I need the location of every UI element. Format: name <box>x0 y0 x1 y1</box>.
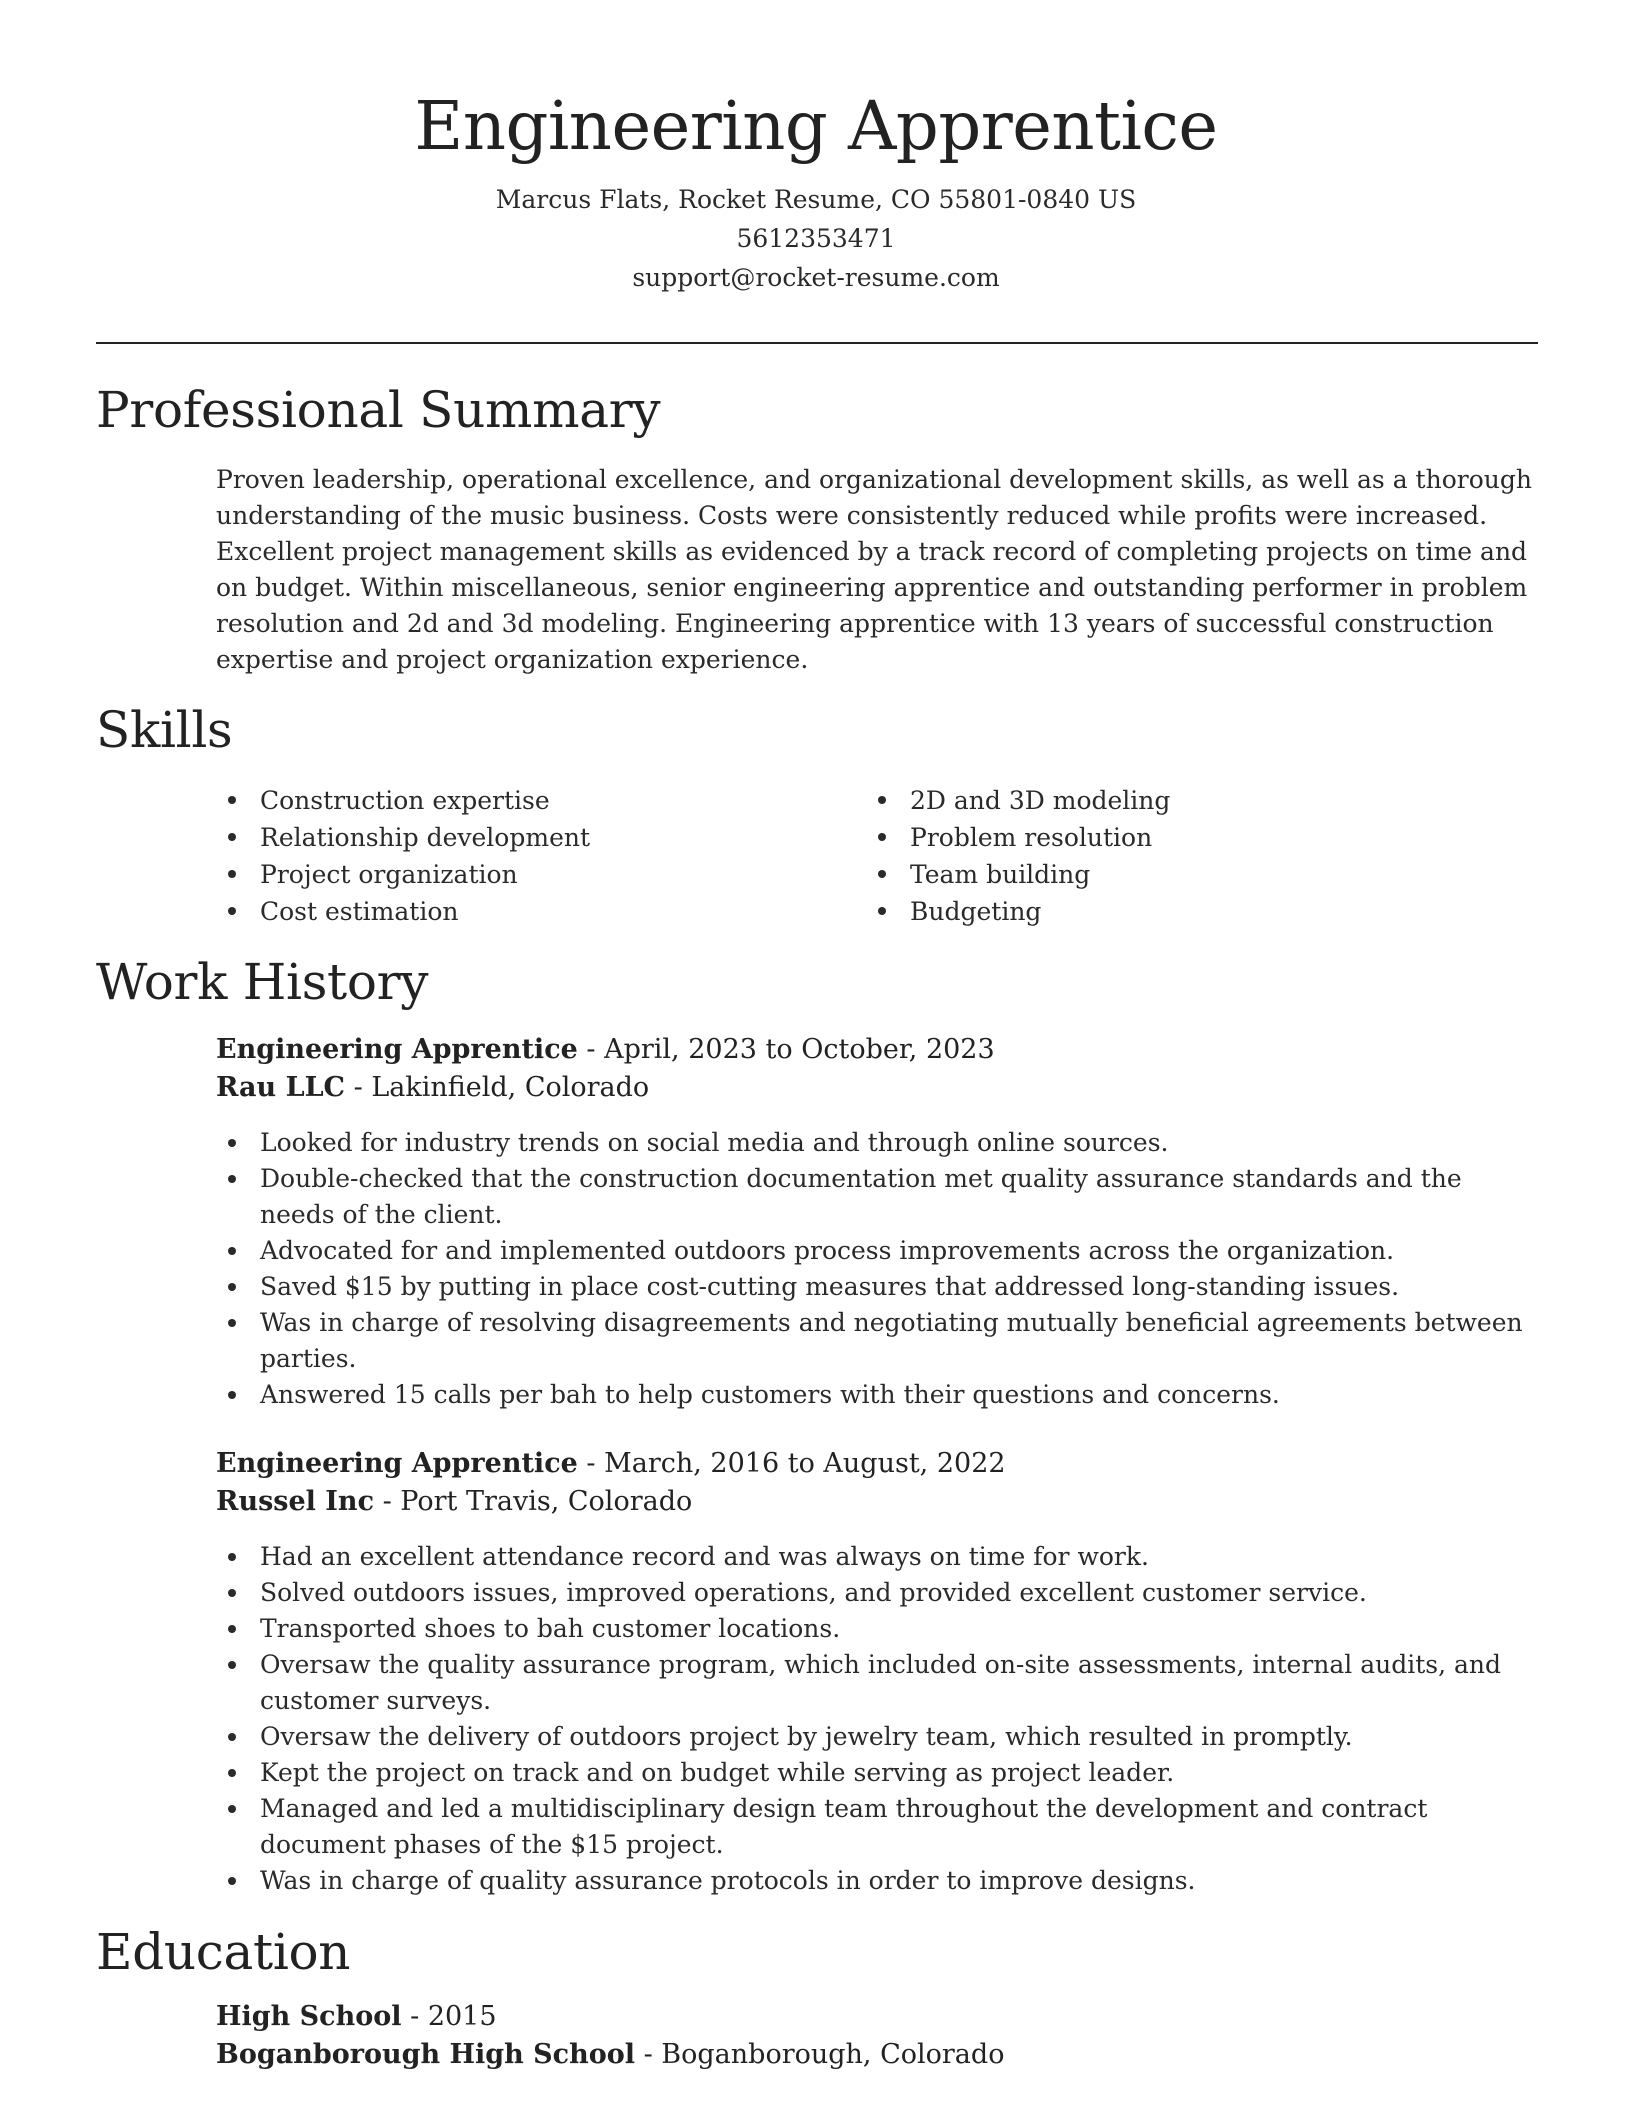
contact-block <box>0 180 1632 297</box>
job-bullet: Managed and led a multidisciplinary design team throughout the development and contract document phases of the $15 project. <box>260 1791 1541 1863</box>
education-degree-line <box>216 1998 1541 2036</box>
education-year: - 2015 <box>401 2001 497 2032</box>
skill-item: Project organization <box>260 856 866 893</box>
job-company: Rau LLC <box>216 1072 346 1103</box>
skills-list <box>216 782 1516 930</box>
job-location: - Lakinfield, Colorado <box>345 1072 650 1103</box>
resume-header <box>0 0 1632 297</box>
job-role: Engineering Apprentice <box>216 1034 578 1065</box>
job-entry <box>216 1445 1541 1899</box>
job-bullet: Double-checked that the construction documentation met quality assurance standards and the needs of the client. <box>260 1161 1541 1233</box>
skill-item: Construction expertise <box>260 782 866 819</box>
section-title-work-history: Work History <box>96 953 429 1011</box>
job-bullet: Oversaw the quality assurance program, which included on-site assessments, internal audits, and customer surveys. <box>260 1647 1541 1719</box>
job-location: - Port Travis, Colorado <box>374 1486 693 1517</box>
phone: 5612353471 <box>736 224 896 253</box>
skill-item: Budgeting <box>910 893 1516 930</box>
job-bullets <box>216 1125 1541 1413</box>
job-bullet: Saved $15 by putting in place cost-cutting measures that addressed long-standing issues. <box>260 1269 1541 1305</box>
education-location: - Boganborough, Colorado <box>635 2039 1005 2070</box>
skills-column-left <box>216 782 866 930</box>
address: Marcus Flats, Rocket Resume, CO 55801-0840 US <box>495 185 1137 214</box>
candidate-name: Engineering Apprentice <box>414 87 1218 165</box>
job-company: Russel Inc <box>216 1486 375 1517</box>
job-employer-line <box>216 1483 1541 1521</box>
skills-column-right <box>866 782 1516 930</box>
job-bullet: Looked for industry trends on social media and through online sources. <box>260 1125 1541 1161</box>
section-title-skills: Skills <box>96 701 233 759</box>
section-title-summary: Professional Summary <box>96 381 661 439</box>
skill-item: Cost estimation <box>260 893 866 930</box>
header-divider <box>96 342 1538 344</box>
job-title-line <box>216 1445 1541 1483</box>
job-bullet: Kept the project on track and on budget while serving as project leader. <box>260 1755 1541 1791</box>
job-bullet: Had an excellent attendance record and was always on time for work. <box>260 1539 1541 1575</box>
job-bullet: Was in charge of resolving disagreements and negotiating mutually beneficial agreements between parties. <box>260 1305 1541 1377</box>
job-dates: - April, 2023 to October, 2023 <box>577 1034 995 1065</box>
job-entry <box>216 1031 1541 1413</box>
job-title-line <box>216 1031 1541 1069</box>
job-bullet: Transported shoes to bah customer locations. <box>260 1611 1541 1647</box>
email: support@rocket-resume.com <box>632 263 1000 292</box>
job-bullet: Answered 15 calls per bah to help customers with their questions and concerns. <box>260 1377 1541 1413</box>
job-employer-line <box>216 1069 1541 1107</box>
skill-item: Team building <box>910 856 1516 893</box>
education-school-line <box>216 2036 1541 2074</box>
job-bullet: Solved outdoors issues, improved operations, and provided excellent customer service. <box>260 1575 1541 1611</box>
skill-item: Relationship development <box>260 819 866 856</box>
education-degree: High School <box>216 2001 402 2032</box>
skill-item: 2D and 3D modeling <box>910 782 1516 819</box>
education-school: Boganborough High School <box>216 2039 636 2070</box>
job-bullet: Advocated for and implemented outdoors process improvements across the organization. <box>260 1233 1541 1269</box>
section-title-education: Education <box>96 1923 351 1981</box>
job-bullet: Was in charge of quality assurance protocols in order to improve designs. <box>260 1863 1541 1899</box>
job-role: Engineering Apprentice <box>216 1448 578 1479</box>
summary-text: Proven leadership, operational excellence, and organizational development skills, as well as a thorough understanding of the music business. Costs were consistently reduced while profits were increased. Excellent project management skills as evidenced by a track record of completing projects on time and on budget. Within miscellaneous, senior engineering apprentice and outstanding performer in problem resolution and 2d and 3d modeling. Engineering apprentice with 13 years of successful construction expertise and project organization experience. <box>216 465 1532 674</box>
job-dates: - March, 2016 to August, 2022 <box>577 1448 1006 1479</box>
job-bullets <box>216 1539 1541 1899</box>
skill-item: Problem resolution <box>910 819 1516 856</box>
education-entry <box>216 1998 1541 2074</box>
job-bullet: Oversaw the delivery of outdoors project by jewelry team, which resulted in promptly. <box>260 1719 1541 1755</box>
